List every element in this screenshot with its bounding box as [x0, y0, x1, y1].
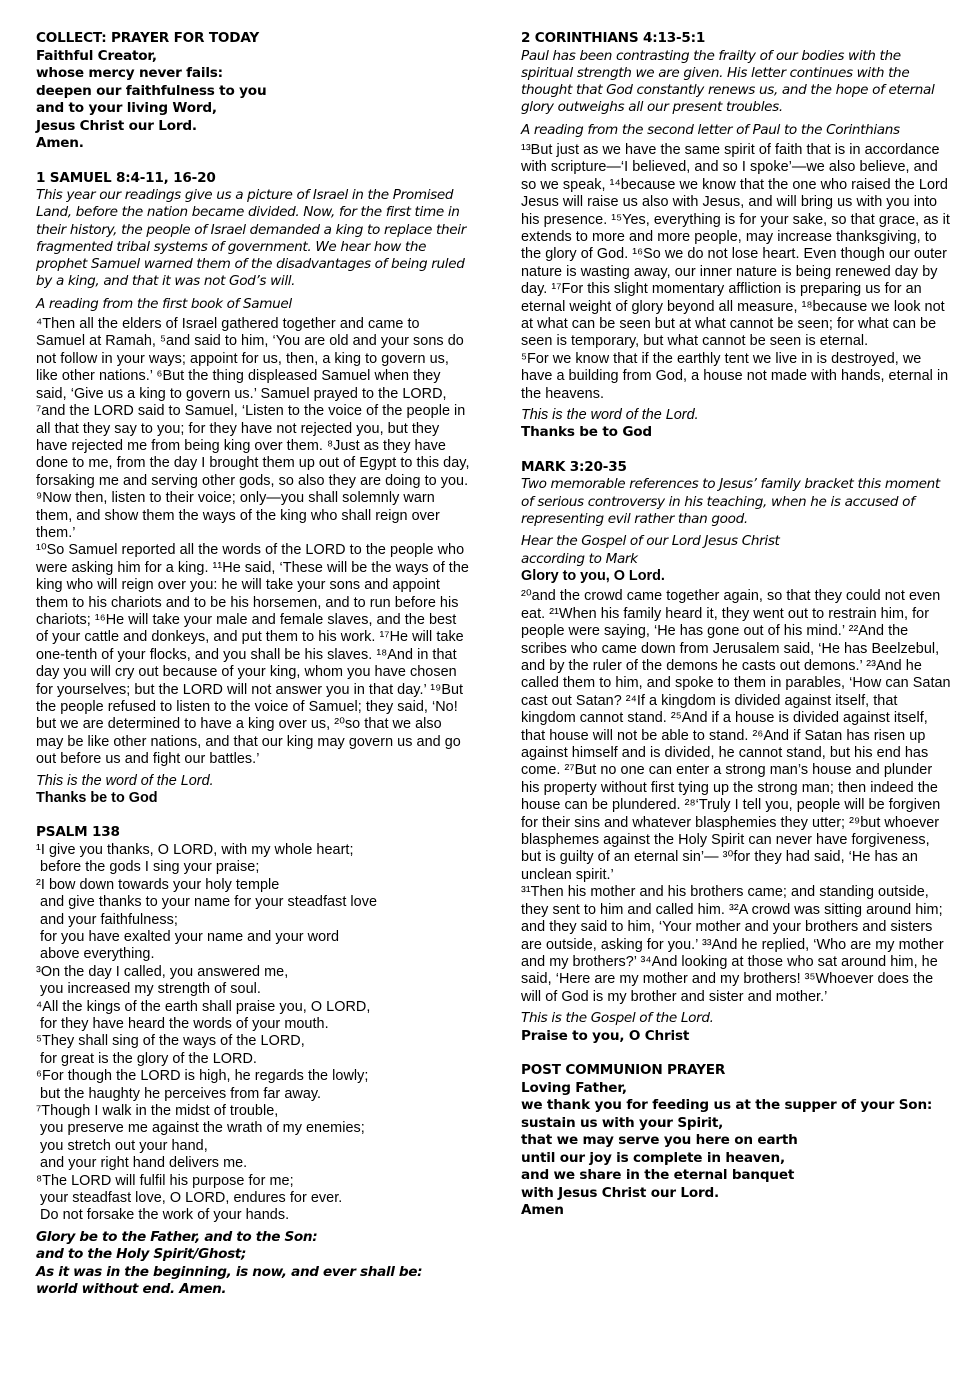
psalm-line: you stretch out your hand, — [36, 1137, 208, 1154]
psalm-line: ⁵They shall sing of the ways of the LORD, — [36, 1033, 305, 1050]
gloria-line: and to the Holy Spirit/Ghost; — [36, 1246, 247, 1263]
psalm-text — [36, 842, 472, 1225]
psalm-line: before the gods I sing your praise; — [36, 859, 260, 876]
post-communion-line: that we may serve you here on earth — [521, 1132, 798, 1149]
psalm-line: ²I bow down towards your holy temple — [36, 876, 280, 893]
gloria-line: As it was in the beginning, is now, and ever shall be: — [36, 1263, 423, 1280]
post-communion-heading: POST COMMUNION PRAYER — [521, 1062, 726, 1079]
psalm-line: ¹I give you thanks, O LORD, with my whole heart; — [36, 841, 354, 858]
mark-paragraph: ³¹Then his mother and his brothers came; and standing outside, they sent to him and called him. ³²A crowd was sitting around him; and they said to him, ‘Your mother and your brothers and sisters are outside, asking for you.’ ³³And he replied, ‘Who are my mother and my brothers?’ ³⁴And looking at those who sat around him, he said, ‘Here are my mother and my brothers! ³⁵Whoever does the will of God is my brother and sister and mother.’ — [521, 884, 944, 1005]
corinthians-paragraph: ⁵For we know that if the earthly tent we live in is destroyed, we have a building from God, a house not made with hands, eternal in the heavens. — [521, 350, 949, 402]
collect-line: and to your living Word, — [36, 100, 217, 116]
samuel-heading: 1 SAMUEL 8:4-11, 16-20 — [36, 169, 216, 186]
psalm-line: and your faithfulness; — [36, 911, 178, 928]
post-communion-line: Amen — [521, 1202, 564, 1219]
post-communion-line: and we share in the eternal banquet — [521, 1167, 795, 1184]
psalm-line: but the haughty he perceives from far away. — [36, 1085, 322, 1102]
corinthians-heading: 2 CORINTHIANS 4:13-5:1 — [521, 30, 706, 46]
collect-heading: COLLECT: PRAYER FOR TODAY — [36, 30, 260, 46]
psalm-line: you increased my strength of soul. — [36, 981, 261, 998]
collect-prayer — [36, 48, 472, 153]
post-communion-line: until our joy is complete in heaven, — [521, 1149, 785, 1166]
collect-line: Amen. — [36, 135, 84, 151]
gloria-line: Glory be to the Father, and to the Son: — [36, 1228, 318, 1245]
psalm-line: and give thanks to your name for your steadfast love — [36, 894, 378, 911]
corinthians-section — [521, 30, 951, 442]
post-communion-line: sustain us with your Spirit, — [521, 1114, 724, 1131]
post-communion-line: Loving Father, — [521, 1079, 627, 1096]
collect-line: Faithful Creator, — [36, 47, 157, 64]
gloria-patri — [36, 1229, 472, 1299]
corinthians-paragraph: ¹³But just as we have the same spirit of faith that is in accordance with scripture—‘I believed, and so I spoke’—we also believe, and so we speak, ¹⁴because we know that the one who raised the Lord Jesus will raise us also with Jesus, and will bring us with you into his presence. ¹⁵Yes, everything is for your sake, so that grace, as it extends to more and more people, may increase thanksgiving, to the glory of God. ¹⁶So we do not lose heart. Even though our outer nature is wasting away, our inner nature is being renewed day by day. ¹⁷For this slight momentary affliction is preparing us for an eternal weight of glory beyond all measure, ¹⁸because we look not at what can be seen but at what cannot be seen; for what can be seen is temporary, but what cannot be seen is eternal. — [521, 141, 950, 350]
corinthians-announce: A reading from the second letter of Paul to the Corinthians — [521, 121, 900, 138]
mark-acclamation: Glory to you, O Lord. — [521, 567, 665, 584]
samuel-response: Thanks be to God — [36, 790, 158, 807]
mark-reading — [521, 588, 951, 1006]
corinthians-intro: Paul has been contrasting the frailty of our bodies with the spiritual strength we are given. His letter continues with the thought that God constantly renews us, and the hope of eternal glory outweighs all our present troubles. — [521, 47, 935, 116]
right-column — [521, 30, 951, 1220]
mark-paragraph: ²⁰and the crowd came together again, so that they could not even eat. ²¹When his family heard it, they went out to restrain him, for people were saying, ‘He has gone out of his mind.’ ²²And the scribes who came down from Jerusalem said, ‘He has Beelzebul, and by the ruler of the demons he casts out demons.’ ²³And he called them to him, and spoke to them in parables, ‘How can Satan cast out Satan? ²⁴If a kingdom is divided against itself, that kingdom cannot stand. ²⁵And if a house is divided against itself, that house will not be able to stand. ²⁶And if Satan has risen up against himself and is divided, he cannot stand, but his end has come. ²⁷But no one can enter a strong man’s house and plunder his property without first tying up the strong man; then indeed the house can be plundered. ²⁸‘Truly I tell you, people will be forgiven for their sins and whatever blasphemies they utter; ²⁹but whoever blasphemes against the Holy Spirit can never have forgiveness, but is guilty of an eternal sin’— ³⁰for they had said, ‘He has an unclean spirit.’ — [521, 588, 951, 883]
psalm-line: for great is the glory of the LORD. — [36, 1050, 257, 1067]
post-communion-section — [521, 1062, 951, 1220]
mark-section — [521, 459, 951, 1045]
collect-line: deepen our faithfulness to you — [36, 82, 267, 99]
samuel-paragraph: ⁴Then all the elders of Israel gathered together and came to Samuel at Ramah, ⁵and said to him, ‘You are old and your sons do not follow in your ways; appoint for us, then, a king to govern us, like other nations.’ ⁶But the thing displeased Samuel when they said, ‘Give us a king to govern us.’ Samuel prayed to the LORD, ⁷and the LORD said to Samuel, ‘Listen to the voice of the people in all that they say to you; for they have not rejected you, but they have rejected me from being king over them. ⁸Just as they have done to me, from the day I brought them up out of Egypt to this day, forsaking me and serving other gods, so also they are doing to you. ⁹Now then, listen to their voice; only—you shall solemnly warn them, and show them the ways of the king who shall reign over them.’ — [36, 316, 470, 541]
mark-announce-line: Hear the Gospel of our Lord Jesus Christ — [521, 533, 780, 550]
corinthians-end: This is the word of the Lord. — [521, 407, 699, 424]
corinthians-response: Thanks be to God — [521, 424, 652, 441]
samuel-announce: A reading from the first book of Samuel — [36, 295, 292, 312]
psalm-line: ⁴All the kings of the earth shall praise you, O LORD, — [36, 998, 371, 1015]
psalm-line: ³On the day I called, you answered me, — [36, 963, 289, 980]
samuel-intro: This year our readings give us a picture of Israel in the Promised Land, before the nation became divided. Now, for the first time in their history, the people of Israel demanded a king to replace their fragmented tribal systems of government. We hear how the prophet Samuel warned them of the disadvantages of being ruled by a king, and that it was not God’s will. — [36, 187, 466, 290]
psalm-line: ⁷Though I walk in the midst of trouble, — [36, 1103, 279, 1120]
mark-announce — [521, 533, 951, 568]
psalm-line: and your right hand delivers me. — [36, 1155, 248, 1172]
collect-line: whose mercy never fails: — [36, 65, 223, 81]
post-communion-line: with Jesus Christ our Lord. — [521, 1184, 719, 1201]
psalm-heading: PSALM 138 — [36, 824, 120, 841]
mark-end: This is the Gospel of the Lord. — [521, 1010, 714, 1027]
collect-section — [36, 30, 472, 153]
psalm-line: for they have heard the words of your mouth. — [36, 1016, 329, 1033]
psalm-line: you preserve me against the wrath of my enemies; — [36, 1120, 365, 1137]
mark-intro: Two memorable references to Jesus’ family bracket this moment of serious controversy in his teaching, when he is accused of representing evil rather than good. — [521, 476, 940, 528]
mark-response: Praise to you, O Christ — [521, 1027, 690, 1044]
post-communion-prayer — [521, 1080, 951, 1220]
psalm-section — [36, 824, 472, 1298]
mark-heading: MARK 3:20-35 — [521, 458, 627, 475]
psalm-line: above everything. — [36, 946, 155, 963]
gloria-line: world without end. Amen. — [36, 1281, 227, 1298]
psalm-line: Do not forsake the work of your hands. — [36, 1207, 290, 1224]
samuel-paragraph: ¹⁰So Samuel reported all the words of the LORD to the people who were asking him for a king. ¹¹He said, ‘These will be the ways of the king who will reign over you: he will take your sons and appoint them to his chariots and to be his horsemen, and to run before his chariots; ¹⁶He will take your male and female slaves, and the best of your cattle and donkeys, and put them to his work. ¹⁷He will take one-tenth of your flocks, and you shall be his slaves. ¹⁸And in that day you will cry out because of your king, whom you have chosen for yourselves; but the LORD will not answer you in that day.’ ¹⁹But the people refused to listen to the voice of Samuel; they said, ‘No! but we are determined to have a king over us, ²⁰so that we also may be like other nations, and that our king may govern us and go out before us and fight our battles.’ — [36, 542, 469, 768]
left-column — [36, 30, 472, 1299]
psalm-line: ⁶For though the LORD is high, he regards the lowly; — [36, 1068, 369, 1085]
post-communion-line: we thank you for feeding us at the supper of your Son: — [521, 1097, 933, 1114]
samuel-section — [36, 170, 472, 808]
samuel-end: This is the word of the Lord. — [36, 772, 214, 789]
psalm-line: for you have exalted your name and your word — [36, 928, 340, 945]
psalm-line: your steadfast love, O LORD, endures for ever. — [36, 1190, 343, 1207]
samuel-reading — [36, 316, 472, 769]
collect-line: Jesus Christ our Lord. — [36, 117, 197, 134]
mark-announce-line: according to Mark — [521, 550, 638, 567]
psalm-line: ⁸The LORD will fulfil his purpose for me; — [36, 1172, 294, 1189]
corinthians-reading — [521, 142, 951, 403]
